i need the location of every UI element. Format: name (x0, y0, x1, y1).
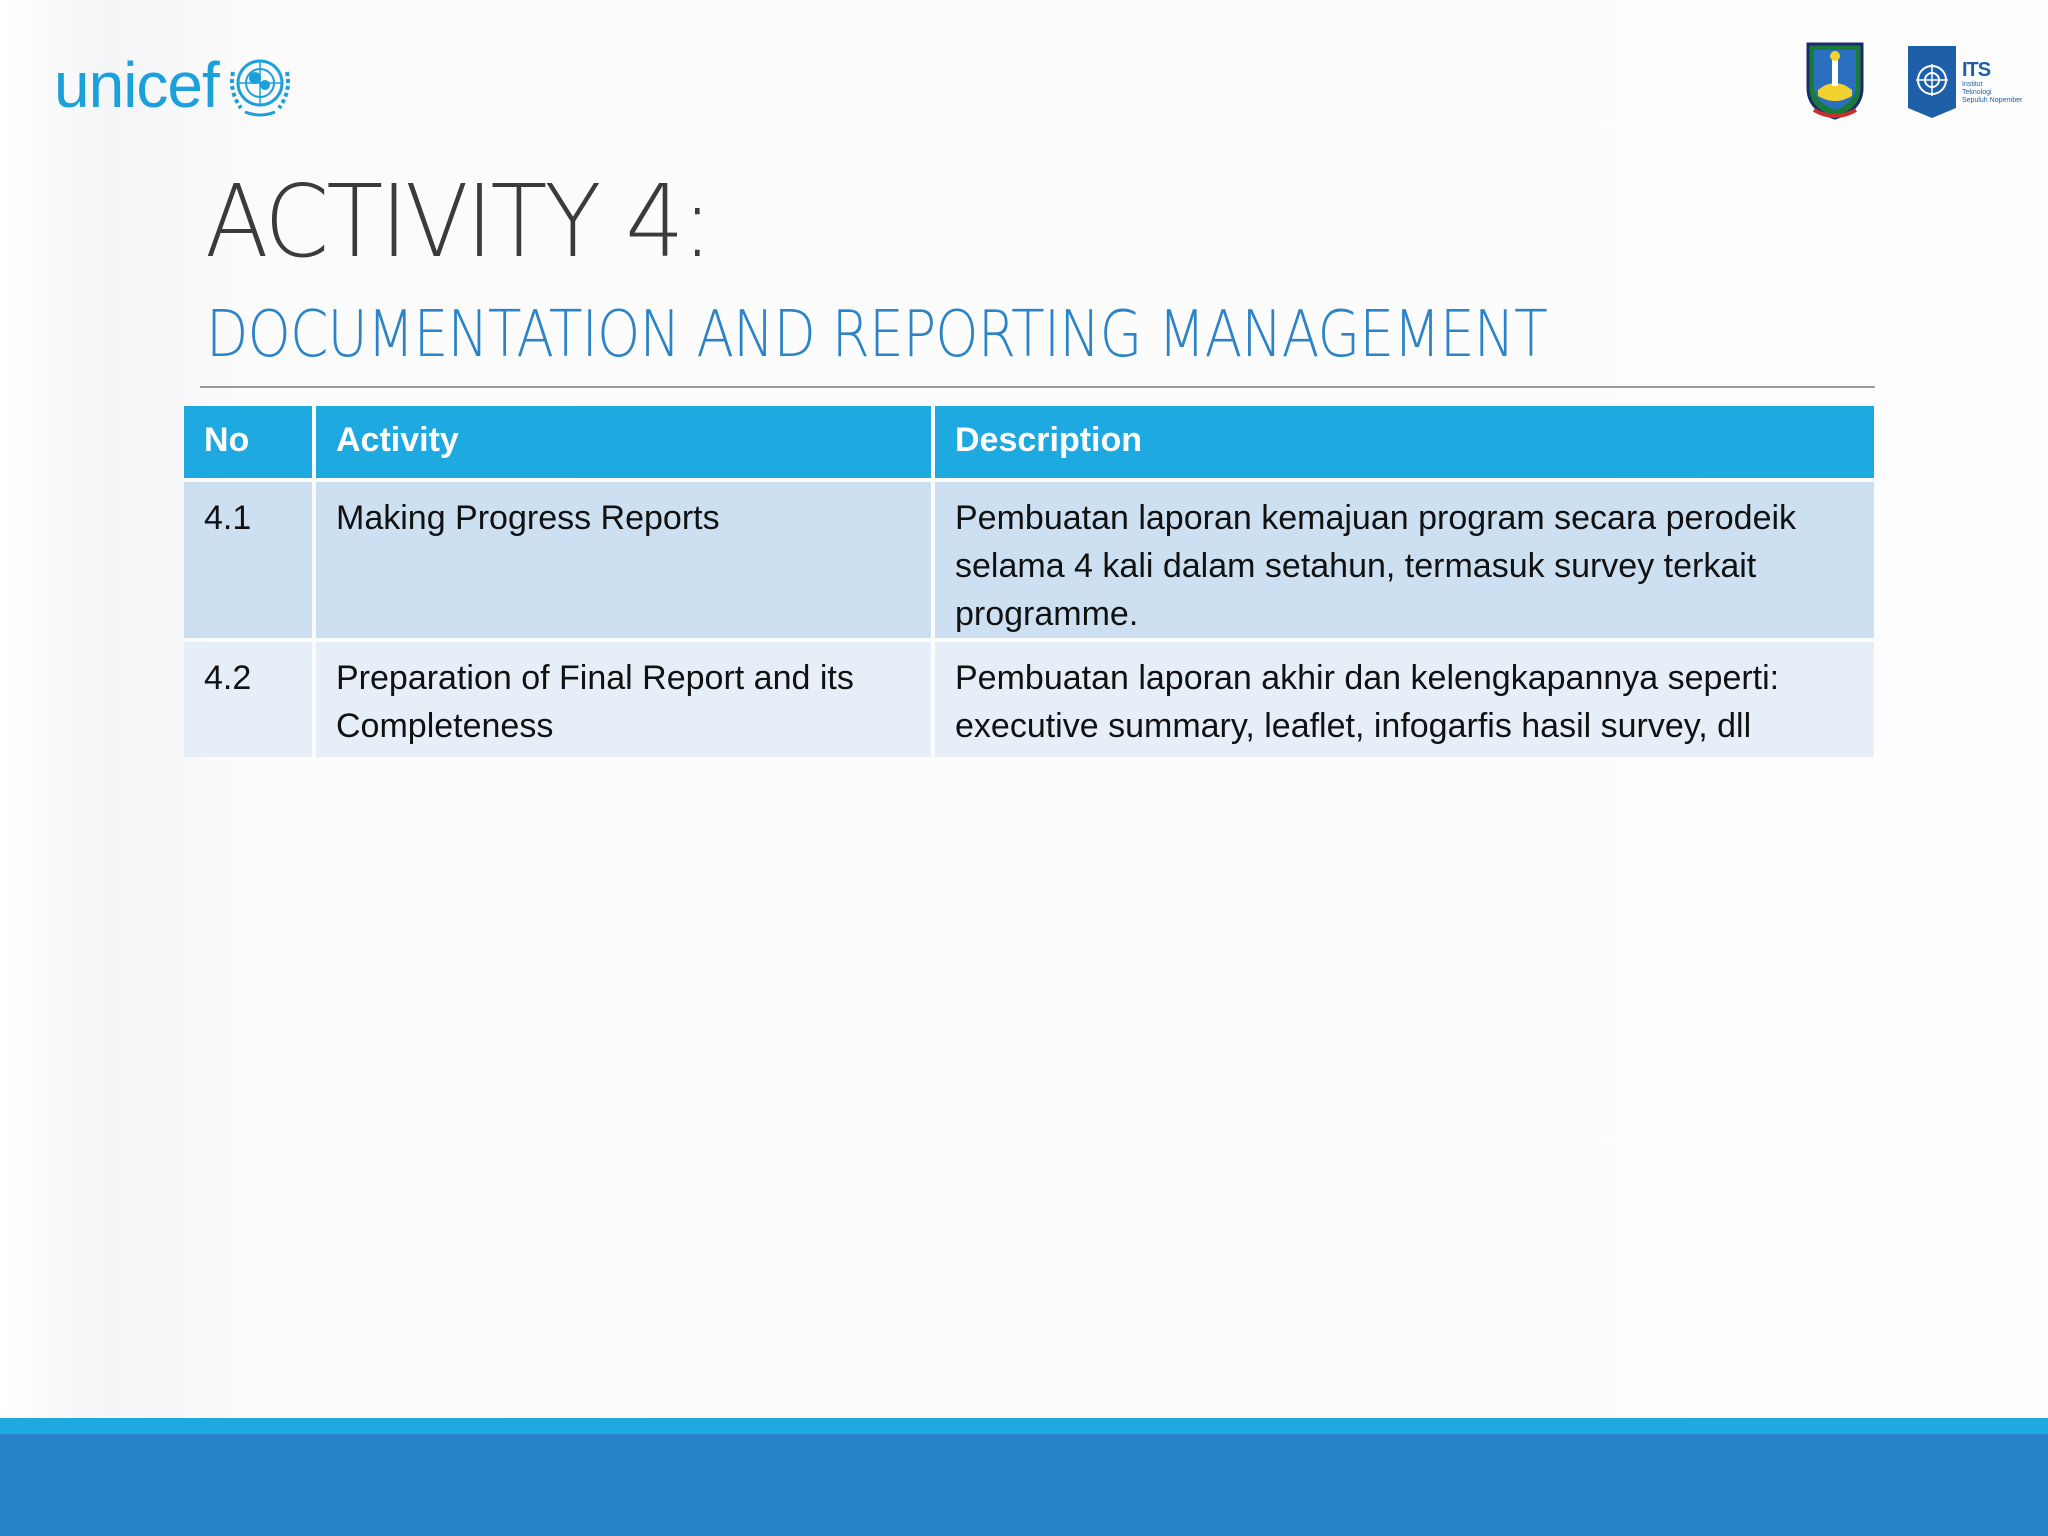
east-java-crest-icon (1804, 40, 1866, 120)
un-emblem-icon (227, 52, 293, 118)
unicef-logo (54, 50, 293, 120)
unicef-wordmark: unicef (54, 49, 219, 121)
its-emblem-icon (1908, 46, 1956, 118)
cell-no: 4.1 (184, 482, 312, 638)
cell-description: Pembuatan laporan akhir dan kelengkapannya seperti: executive summary, leaflet, infogarfis hasil survey, dll (935, 642, 1874, 757)
its-abbreviation: ITS (1962, 59, 1991, 81)
footer-bar (0, 1434, 2048, 1536)
table-row (184, 482, 1874, 638)
slide-title: ACTIVITY 4: (205, 163, 711, 280)
header-description: Description (935, 406, 1874, 478)
header-no: No (184, 406, 312, 478)
table-header-row (184, 406, 1874, 478)
its-line-1: Institut (1962, 81, 1983, 88)
cell-description: Pembuatan laporan kemajuan program secara perodeik selama 4 kali dalam setahun, termasuk survey terkait programme. (935, 482, 1874, 638)
slide-subtitle: DOCUMENTATION AND REPORTING MANAGEMENT (206, 298, 1547, 372)
cell-activity: Making Progress Reports (316, 482, 931, 638)
table-row (184, 642, 1874, 757)
its-logo (1908, 46, 2026, 118)
cell-no: 4.2 (184, 642, 312, 757)
footer-accent-bar (0, 1418, 2048, 1434)
its-line-3: Sepuluh Nopember (1962, 97, 2023, 104)
its-wordmark (1962, 59, 2022, 105)
header-activity: Activity (316, 406, 931, 478)
activity-table (184, 406, 1874, 757)
title-divider (200, 386, 1875, 388)
its-line-2: Teknologi (1962, 89, 1992, 96)
cell-activity: Preparation of Final Report and its Completeness (316, 642, 931, 757)
